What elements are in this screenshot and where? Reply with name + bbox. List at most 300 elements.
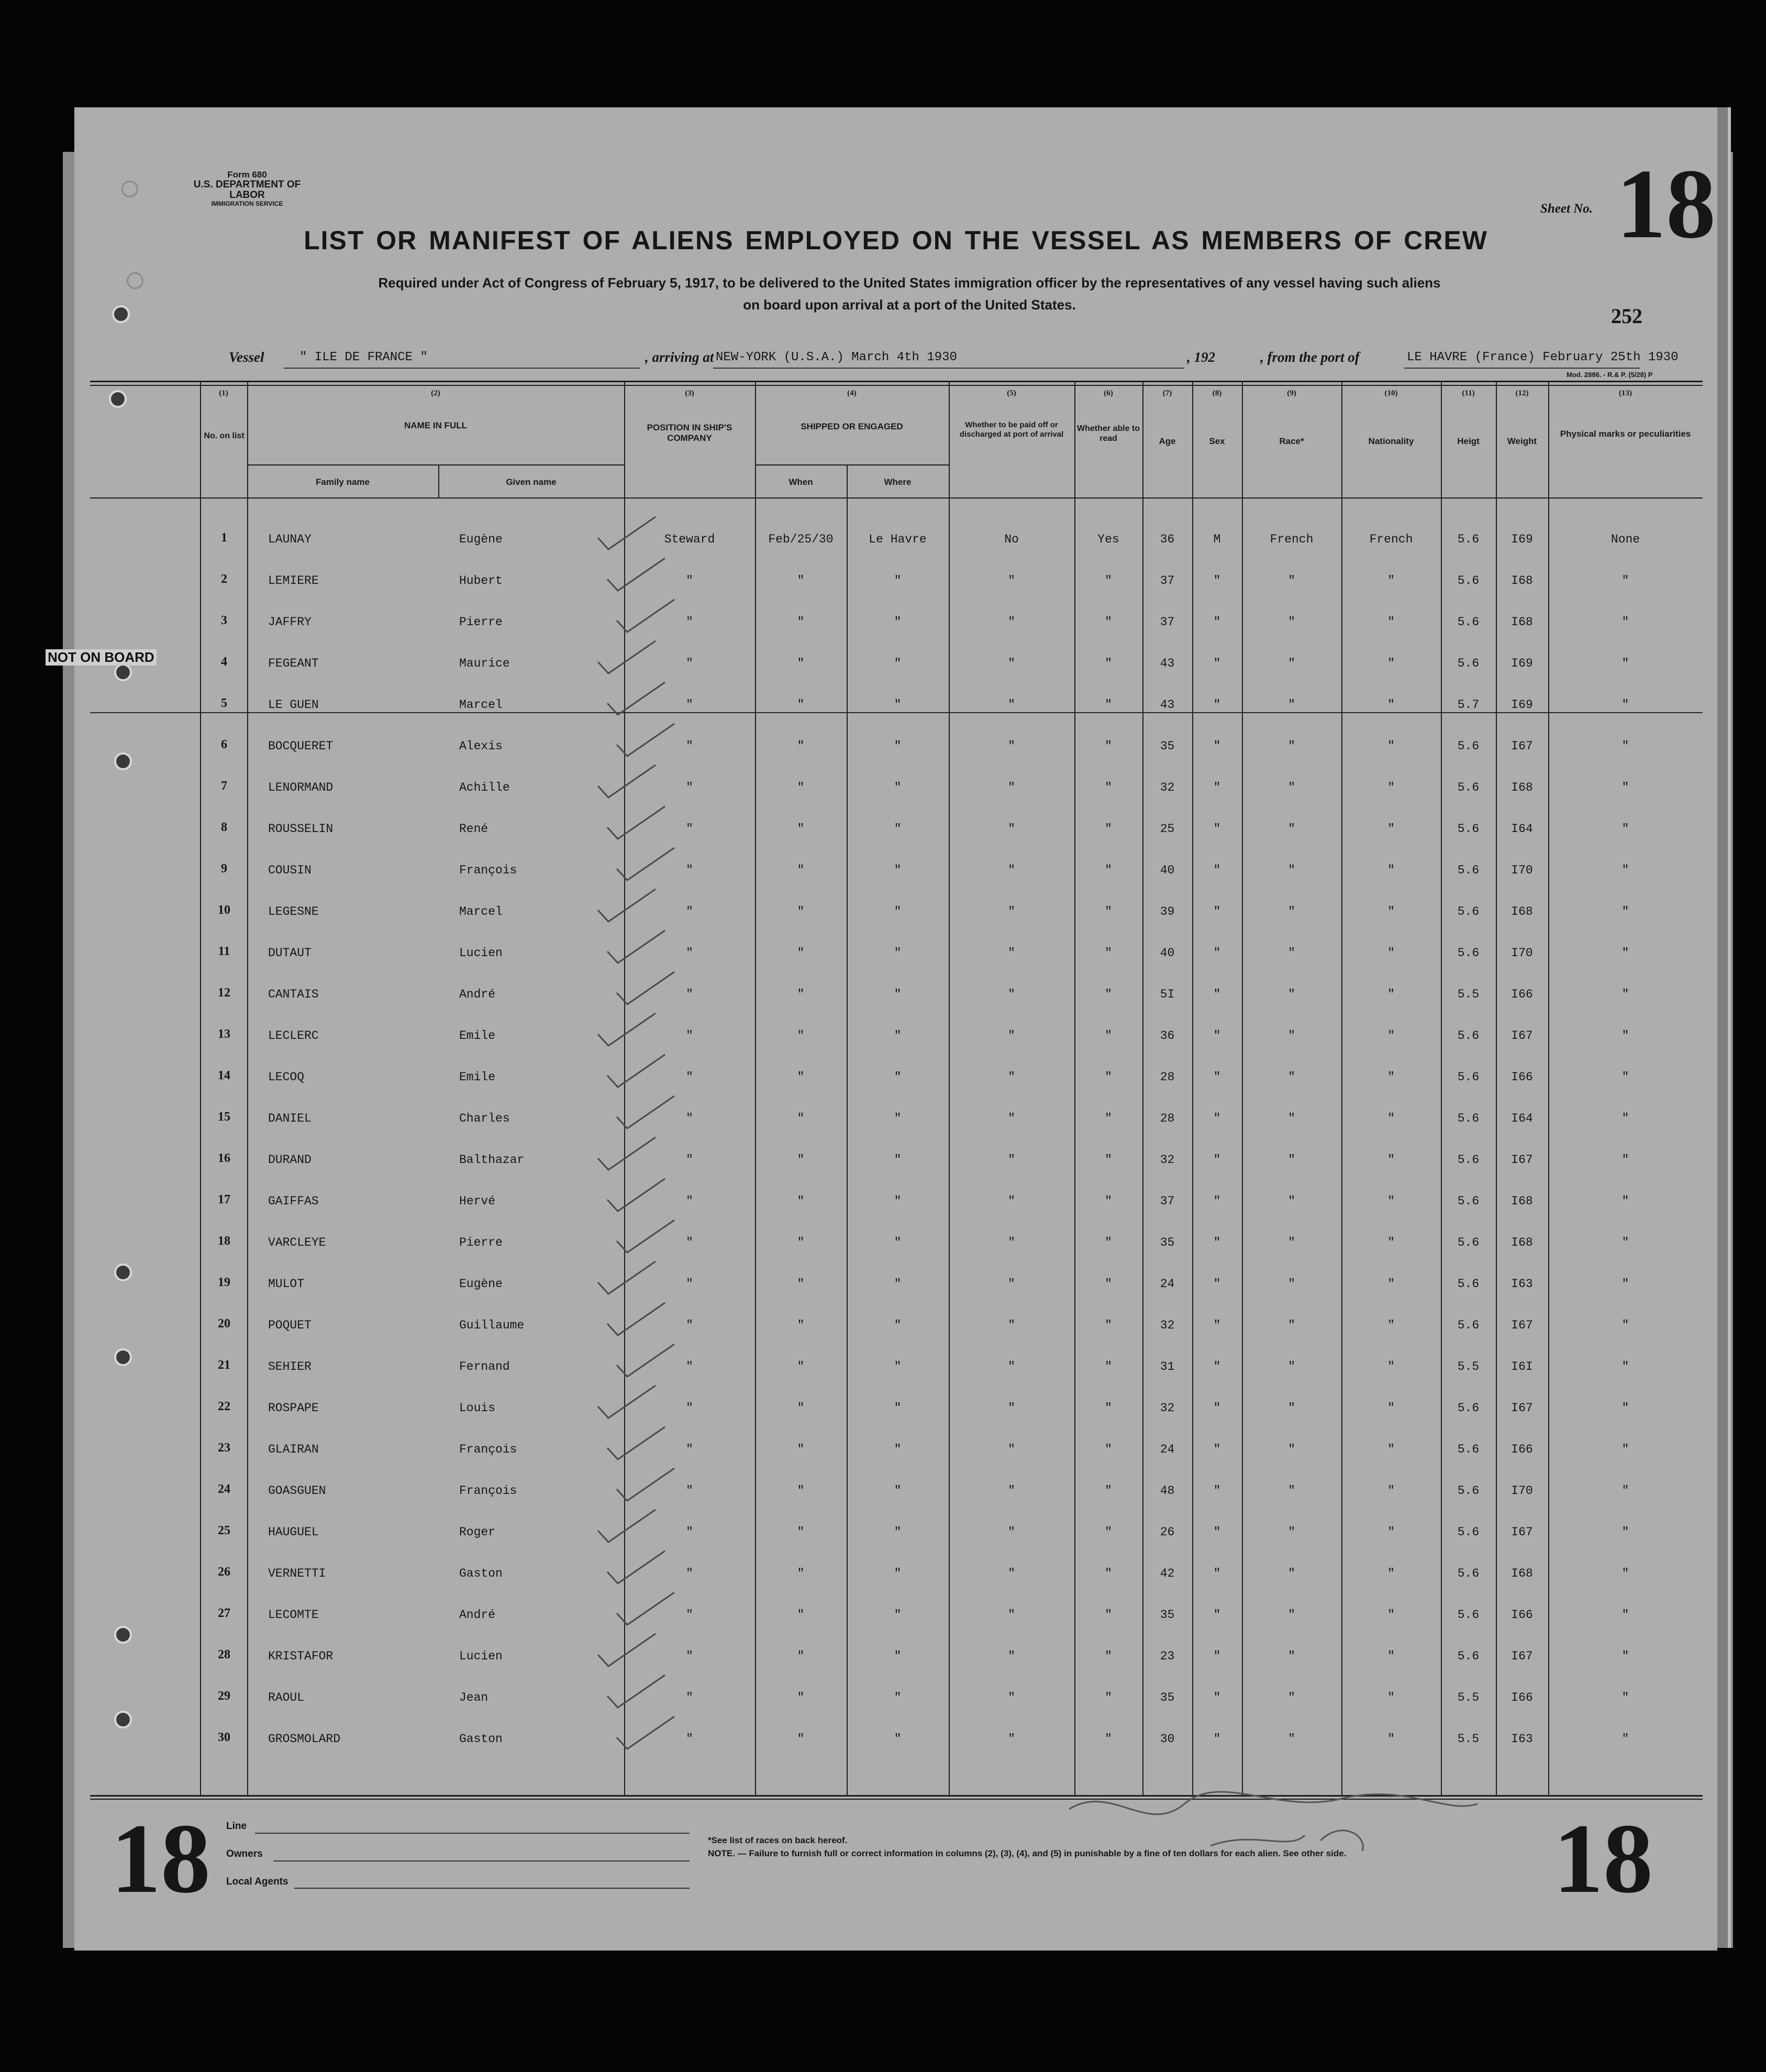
- cell-paid: ": [1008, 1691, 1015, 1704]
- col-weight-number: (12): [1515, 389, 1529, 397]
- cell-height: 5.6: [1457, 905, 1480, 918]
- row-number: 15: [218, 1110, 230, 1124]
- cell-sex: ": [1213, 1112, 1221, 1125]
- cell-paid: ": [1008, 1318, 1015, 1332]
- check-mark: [617, 724, 674, 756]
- col-height-header: Heigt: [1457, 436, 1480, 446]
- cell-paid: ": [1008, 988, 1015, 1001]
- col-position-number: (3): [685, 389, 694, 397]
- cell-paid: ": [1008, 1608, 1015, 1622]
- cell-age: 35: [1160, 739, 1175, 753]
- cell-age: 48: [1160, 1484, 1175, 1498]
- cell-race: ": [1288, 1360, 1295, 1373]
- cell-position: ": [686, 822, 693, 836]
- cell-sex: ": [1213, 1070, 1221, 1084]
- check-mark: [617, 1592, 674, 1625]
- cell-height: 5.6: [1457, 1194, 1480, 1208]
- cell-paid: ": [1008, 1236, 1015, 1249]
- cell-read: ": [1105, 1360, 1112, 1373]
- cell-family: DUTAUT: [268, 946, 312, 960]
- col-position-header: POSITION IN SHIP'S COMPANY: [647, 423, 732, 444]
- cell-where: ": [894, 657, 902, 670]
- row-number: 16: [218, 1151, 230, 1165]
- cell-where: ": [894, 1443, 902, 1456]
- subtitle-line-2: on board upon arrival at a port of the United States.: [743, 296, 1076, 313]
- cell-paid: ": [1008, 1070, 1015, 1084]
- cell-given: Maurice: [459, 657, 510, 670]
- cell-weight: I67: [1511, 1029, 1533, 1043]
- cell-age: 39: [1160, 905, 1175, 918]
- cell-when: ": [797, 1732, 805, 1746]
- row-number: 30: [218, 1731, 230, 1744]
- cell-given: André: [459, 1608, 496, 1622]
- cell-paid: ": [1008, 1649, 1015, 1663]
- check-mark: [598, 1137, 656, 1170]
- cell-position: ": [686, 946, 693, 960]
- cell-when: ": [797, 988, 805, 1001]
- row-number: 28: [218, 1648, 230, 1661]
- cell-race: ": [1288, 781, 1295, 794]
- cell-position: ": [686, 1194, 693, 1208]
- cell-when: ": [797, 698, 805, 712]
- cell-family: POQUET: [268, 1318, 312, 1332]
- col-height-number: (11): [1462, 389, 1475, 397]
- cell-height: 5.6: [1457, 739, 1480, 753]
- cell-race: ": [1288, 1318, 1295, 1332]
- cell-height: 5.6: [1457, 822, 1480, 836]
- cell-read: ": [1105, 657, 1112, 670]
- col-where-header: Where: [884, 477, 912, 487]
- cell-given: Jean: [459, 1691, 488, 1704]
- department-name: U.S. DEPARTMENT OF LABOR: [193, 179, 301, 201]
- cell-family: COUSIN: [268, 863, 312, 877]
- row-number: 3: [221, 614, 227, 627]
- cell-nationality: ": [1387, 739, 1395, 753]
- cell-given: François: [459, 1484, 517, 1498]
- cell-weight: I69: [1511, 533, 1533, 546]
- cell-weight: I6I: [1511, 1360, 1533, 1373]
- cell-marks: ": [1621, 1525, 1629, 1539]
- cell-age: 43: [1160, 657, 1175, 670]
- cell-where: ": [894, 822, 902, 836]
- cell-where: ": [894, 1360, 902, 1373]
- cell-when: ": [797, 1484, 805, 1498]
- cell-weight: I68: [1511, 1236, 1533, 1249]
- cell-where: ": [894, 1649, 902, 1663]
- cell-given: Alexis: [459, 739, 503, 753]
- cell-race: ": [1288, 1608, 1295, 1622]
- row-number: 7: [221, 779, 227, 793]
- cell-height: 5.6: [1457, 1070, 1480, 1084]
- check-mark: [598, 1386, 656, 1418]
- cell-when: ": [797, 1070, 805, 1084]
- cell-family: LEGESNE: [268, 905, 319, 918]
- cell-when: ": [797, 1112, 805, 1125]
- sheet-number: 18: [1616, 149, 1716, 259]
- row-number: 26: [218, 1565, 230, 1579]
- cell-when: ": [797, 657, 805, 670]
- cell-height: 5.6: [1457, 657, 1480, 670]
- signature: [1069, 1792, 1478, 1814]
- cell-race: ": [1288, 615, 1295, 629]
- cell-nationality: ": [1387, 1649, 1395, 1663]
- cell-height: 5.6: [1457, 1443, 1480, 1456]
- cell-family: DURAND: [268, 1153, 312, 1167]
- cell-position: ": [686, 657, 693, 670]
- cell-position: ": [686, 1029, 693, 1043]
- cell-position: ": [686, 1649, 693, 1663]
- cell-weight: I66: [1511, 1608, 1533, 1622]
- cell-where: ": [894, 1401, 902, 1415]
- cell-read: ": [1105, 1484, 1112, 1498]
- check-mark: [598, 517, 656, 549]
- cell-read: ": [1105, 1525, 1112, 1539]
- col-given-header: Given name: [506, 477, 557, 487]
- check-mark: [607, 682, 665, 715]
- cell-race: ": [1288, 574, 1295, 588]
- cell-position: ": [686, 1236, 693, 1249]
- cell-when: ": [797, 1236, 805, 1249]
- footer-penalty-note: NOTE. — Failure to furnish full or correct information in columns (2), (3), (4), and (5) in punishable by a fine of ten dollars for each alien. See other side.: [708, 1848, 1347, 1858]
- cell-weight: I66: [1511, 1070, 1533, 1084]
- cell-given: Pierre: [459, 1236, 503, 1249]
- cell-weight: I66: [1511, 1691, 1533, 1704]
- row-number: 9: [221, 862, 227, 876]
- cell-paid: ": [1008, 657, 1015, 670]
- cell-race: ": [1288, 1525, 1295, 1539]
- cell-paid: ": [1008, 1277, 1015, 1291]
- cell-where: ": [894, 946, 902, 960]
- cell-nationality: ": [1387, 1443, 1395, 1456]
- cell-position: ": [686, 615, 693, 629]
- cell-family: BOCQUERET: [268, 739, 334, 753]
- cell-family: LECLERC: [268, 1029, 319, 1043]
- cell-family: DANIEL: [268, 1112, 312, 1125]
- footer-agents-underline: [294, 1888, 690, 1889]
- cell-position: ": [686, 1112, 693, 1125]
- cell-paid: ": [1008, 1484, 1015, 1498]
- cell-sex: ": [1213, 988, 1221, 1001]
- row-number: 6: [221, 738, 227, 751]
- cell-when: ": [797, 781, 805, 794]
- cell-family: FEGEANT: [268, 657, 319, 670]
- row-number: 12: [218, 986, 230, 1000]
- cell-sex: ": [1213, 1318, 1221, 1332]
- col-name-header: NAME IN FULL: [404, 420, 467, 430]
- cell-marks: ": [1621, 1194, 1629, 1208]
- cell-age: 24: [1160, 1277, 1175, 1291]
- cell-age: 37: [1160, 1194, 1175, 1208]
- cell-sex: ": [1213, 781, 1221, 794]
- cell-when: ": [797, 1443, 805, 1456]
- cell-where: ": [894, 615, 902, 629]
- cell-where: ": [894, 739, 902, 753]
- cell-given: Marcel: [459, 905, 503, 918]
- cell-position: ": [686, 1608, 693, 1622]
- cell-race: ": [1288, 1029, 1295, 1043]
- cell-given: Guillaume: [459, 1318, 525, 1332]
- cell-read: ": [1105, 1070, 1112, 1084]
- cell-given: Gaston: [459, 1567, 503, 1580]
- cell-nationality: ": [1387, 863, 1395, 877]
- arriving-value: NEW-YORK (U.S.A.) March 4th 1930: [716, 350, 957, 364]
- footer-owners-label: Owners: [226, 1848, 263, 1859]
- cell-paid: ": [1008, 1525, 1015, 1539]
- cell-nationality: ": [1387, 1567, 1395, 1580]
- cell-family: ROSPAPE: [268, 1401, 319, 1415]
- cell-position: ": [686, 1070, 693, 1084]
- cell-when: ": [797, 1360, 805, 1373]
- cell-marks: ": [1621, 822, 1629, 836]
- cell-age: 35: [1160, 1608, 1175, 1622]
- cell-nationality: ": [1387, 1732, 1395, 1746]
- cell-weight: I70: [1511, 1484, 1533, 1498]
- cell-given: Pierre: [459, 615, 503, 629]
- cell-sex: ": [1213, 822, 1221, 836]
- cell-nationality: ": [1387, 698, 1395, 712]
- cell-read: ": [1105, 1443, 1112, 1456]
- cell-where: ": [894, 1484, 902, 1498]
- cell-nationality: ": [1387, 574, 1395, 588]
- row-number: 27: [218, 1606, 230, 1620]
- cell-age: 24: [1160, 1443, 1175, 1456]
- cell-paid: ": [1008, 1112, 1015, 1125]
- cell-sex: ": [1213, 946, 1221, 960]
- cell-age: 36: [1160, 533, 1175, 546]
- cell-age: 32: [1160, 1401, 1175, 1415]
- cell-height: 5.6: [1457, 1401, 1480, 1415]
- cell-race: ": [1288, 1401, 1295, 1415]
- cell-read: ": [1105, 739, 1112, 753]
- cell-read: ": [1105, 822, 1112, 836]
- cell-race: ": [1288, 1649, 1295, 1663]
- cell-marks: ": [1621, 905, 1629, 918]
- cell-family: GLAIRAN: [268, 1443, 319, 1456]
- service-name: IMMIGRATION SERVICE: [211, 200, 283, 207]
- cell-paid: ": [1008, 739, 1015, 753]
- check-marks: [74, 107, 1717, 1951]
- cell-height: 5.7: [1457, 698, 1480, 712]
- vessel-name: " ILE DE FRANCE ": [299, 350, 428, 364]
- col-race-number: (9): [1287, 389, 1296, 397]
- cell-height: 5.6: [1457, 863, 1480, 877]
- cell-given: René: [459, 822, 488, 836]
- cell-age: 37: [1160, 574, 1175, 588]
- cell-family: JAFFRY: [268, 615, 312, 629]
- cell-read: ": [1105, 1732, 1112, 1746]
- cell-race: ": [1288, 1153, 1295, 1167]
- footer-line-underline: [255, 1833, 690, 1834]
- page-title: LIST OR MANIFEST OF ALIENS EMPLOYED ON THE VESSEL AS MEMBERS OF CREW: [304, 226, 1488, 255]
- check-mark: [607, 558, 665, 591]
- col-shipped-header: SHIPPED OR ENGAGED: [801, 422, 903, 431]
- cell-read: ": [1105, 1691, 1112, 1704]
- cell-where: ": [894, 1029, 902, 1043]
- cell-height: 5.6: [1457, 946, 1480, 960]
- cell-nationality: ": [1387, 1236, 1395, 1249]
- col-family-header: Family name: [316, 477, 370, 487]
- cell-paid: ": [1008, 1732, 1015, 1746]
- cell-paid: ": [1008, 1443, 1015, 1456]
- cell-marks: ": [1621, 1029, 1629, 1043]
- col-paid-number: (5): [1007, 389, 1016, 397]
- cell-nationality: ": [1387, 781, 1395, 794]
- cell-marks: ": [1621, 1112, 1629, 1125]
- cell-age: 40: [1160, 863, 1175, 877]
- check-mark: [617, 1096, 674, 1128]
- cell-given: André: [459, 988, 496, 1001]
- cell-height: 5.6: [1457, 1153, 1480, 1167]
- check-mark: [617, 1716, 674, 1749]
- cell-given: Emile: [459, 1070, 496, 1084]
- cell-weight: I64: [1511, 822, 1533, 836]
- cell-when: ": [797, 1318, 805, 1332]
- cell-when: ": [797, 1608, 805, 1622]
- cell-where: ": [894, 1194, 902, 1208]
- cell-weight: I67: [1511, 1649, 1533, 1663]
- cell-age: 43: [1160, 698, 1175, 712]
- vessel-label: Vessel: [229, 349, 264, 365]
- cell-race: ": [1288, 1277, 1295, 1291]
- cell-family: LAUNAY: [268, 533, 312, 546]
- cell-read: ": [1105, 1194, 1112, 1208]
- cell-weight: I66: [1511, 1443, 1533, 1456]
- cell-height: 5.6: [1457, 1608, 1480, 1622]
- check-mark: [598, 765, 656, 797]
- cell-race: ": [1288, 1691, 1295, 1704]
- cell-sex: ": [1213, 1691, 1221, 1704]
- cell-nationality: ": [1387, 1112, 1395, 1125]
- cell-paid: ": [1008, 574, 1015, 588]
- col-read-number: (6): [1104, 389, 1113, 397]
- subtitle-line-1: Required under Act of Congress of February 5, 1917, to be delivered to the United States immigration officer by the representatives of any vessel having such aliens: [378, 275, 1441, 291]
- cell-when: ": [797, 946, 805, 960]
- cell-where: ": [894, 863, 902, 877]
- cell-given: François: [459, 1443, 517, 1456]
- cell-where: ": [894, 1112, 902, 1125]
- cell-position: ": [686, 574, 693, 588]
- check-mark: [607, 1675, 665, 1708]
- cell-position: ": [686, 1691, 693, 1704]
- col-marks-number: (13): [1619, 389, 1632, 397]
- cell-sex: ": [1213, 1649, 1221, 1663]
- cell-position: ": [686, 1277, 693, 1291]
- cell-sex: ": [1213, 1443, 1221, 1456]
- cell-marks: ": [1621, 1277, 1629, 1291]
- cell-where: Le Havre: [869, 533, 927, 546]
- cell-given: Hervé: [459, 1194, 496, 1208]
- cell-race: ": [1288, 1567, 1295, 1580]
- cell-where: ": [894, 1525, 902, 1539]
- cell-family: VERNETTI: [268, 1567, 326, 1580]
- cell-nationality: ": [1387, 1360, 1395, 1373]
- col-name-number: (2): [431, 389, 440, 397]
- cell-height: 5.6: [1457, 533, 1480, 546]
- col-marks-header: Physical marks or peculiarities: [1560, 429, 1691, 439]
- col-race-header: Race*: [1279, 436, 1304, 446]
- cell-family: MULOT: [268, 1277, 305, 1291]
- cell-position: ": [686, 905, 693, 918]
- cell-nationality: ": [1387, 905, 1395, 918]
- cell-marks: ": [1621, 1608, 1629, 1622]
- port-label: , from the port of: [1260, 349, 1360, 365]
- col-nationality-header: Nationality: [1368, 436, 1414, 446]
- check-mark: [598, 889, 656, 922]
- cell-position: ": [686, 1153, 693, 1167]
- cell-sex: ": [1213, 1567, 1221, 1580]
- check-mark: [607, 1179, 665, 1211]
- cell-race: ": [1288, 739, 1295, 753]
- cell-where: ": [894, 1567, 902, 1580]
- cell-marks: ": [1621, 1401, 1629, 1415]
- cell-where: ": [894, 1318, 902, 1332]
- check-mark: [607, 806, 665, 839]
- cell-height: 5.5: [1457, 1691, 1480, 1704]
- cell-height: 5.5: [1457, 1360, 1480, 1373]
- check-mark: [617, 972, 674, 1004]
- cell-given: Louis: [459, 1401, 496, 1415]
- cell-race: ": [1288, 863, 1295, 877]
- cell-family: LECOMTE: [268, 1608, 319, 1622]
- cell-family: LENORMAND: [268, 781, 334, 794]
- cell-read: ": [1105, 988, 1112, 1001]
- footer-races-note: *See list of races on back hereof.: [708, 1835, 848, 1845]
- cell-nationality: ": [1387, 1070, 1395, 1084]
- cell-marks: ": [1621, 1649, 1629, 1663]
- cell-sex: ": [1213, 1525, 1221, 1539]
- cell-age: 32: [1160, 1153, 1175, 1167]
- cell-nationality: ": [1387, 1194, 1395, 1208]
- row-number: 23: [218, 1441, 230, 1455]
- cell-position: ": [686, 1401, 693, 1415]
- arriving-label: , arriving at: [645, 349, 714, 365]
- check-mark: [598, 1510, 656, 1542]
- col-paid-header: Whether to be paid off or discharged at port of arrival: [959, 420, 1064, 439]
- cell-marks: ": [1621, 1443, 1629, 1456]
- cell-marks: ": [1621, 1070, 1629, 1084]
- check-mark: [598, 1634, 656, 1666]
- cell-race: French: [1270, 533, 1314, 546]
- cell-weight: I64: [1511, 1112, 1533, 1125]
- cell-age: 32: [1160, 1318, 1175, 1332]
- cell-read: ": [1105, 1318, 1112, 1332]
- cell-sex: ": [1213, 739, 1221, 753]
- row-number: 17: [218, 1193, 230, 1206]
- cell-read: ": [1105, 1608, 1112, 1622]
- cell-when: ": [797, 1401, 805, 1415]
- row-number: 2: [221, 572, 227, 586]
- cell-age: 35: [1160, 1236, 1175, 1249]
- cell-when: ": [797, 739, 805, 753]
- cell-nationality: ": [1387, 1608, 1395, 1622]
- row-number: 29: [218, 1689, 230, 1703]
- cell-height: 5.6: [1457, 1525, 1480, 1539]
- cell-marks: ": [1621, 1360, 1629, 1373]
- cell-marks: ": [1621, 1732, 1629, 1746]
- cell-family: GAIFFAS: [268, 1194, 319, 1208]
- cell-weight: I68: [1511, 1194, 1533, 1208]
- cell-when: ": [797, 863, 805, 877]
- col-read-header: Whether able to read: [1077, 424, 1140, 444]
- check-mark: [617, 1220, 674, 1253]
- cell-family: LEMIERE: [268, 574, 319, 588]
- cell-read: ": [1105, 698, 1112, 712]
- cell-sex: ": [1213, 1153, 1221, 1167]
- cell-family: HAUGUEL: [268, 1525, 319, 1539]
- cell-race: ": [1288, 1236, 1295, 1249]
- cell-paid: ": [1008, 1401, 1015, 1415]
- cell-weight: I63: [1511, 1732, 1533, 1746]
